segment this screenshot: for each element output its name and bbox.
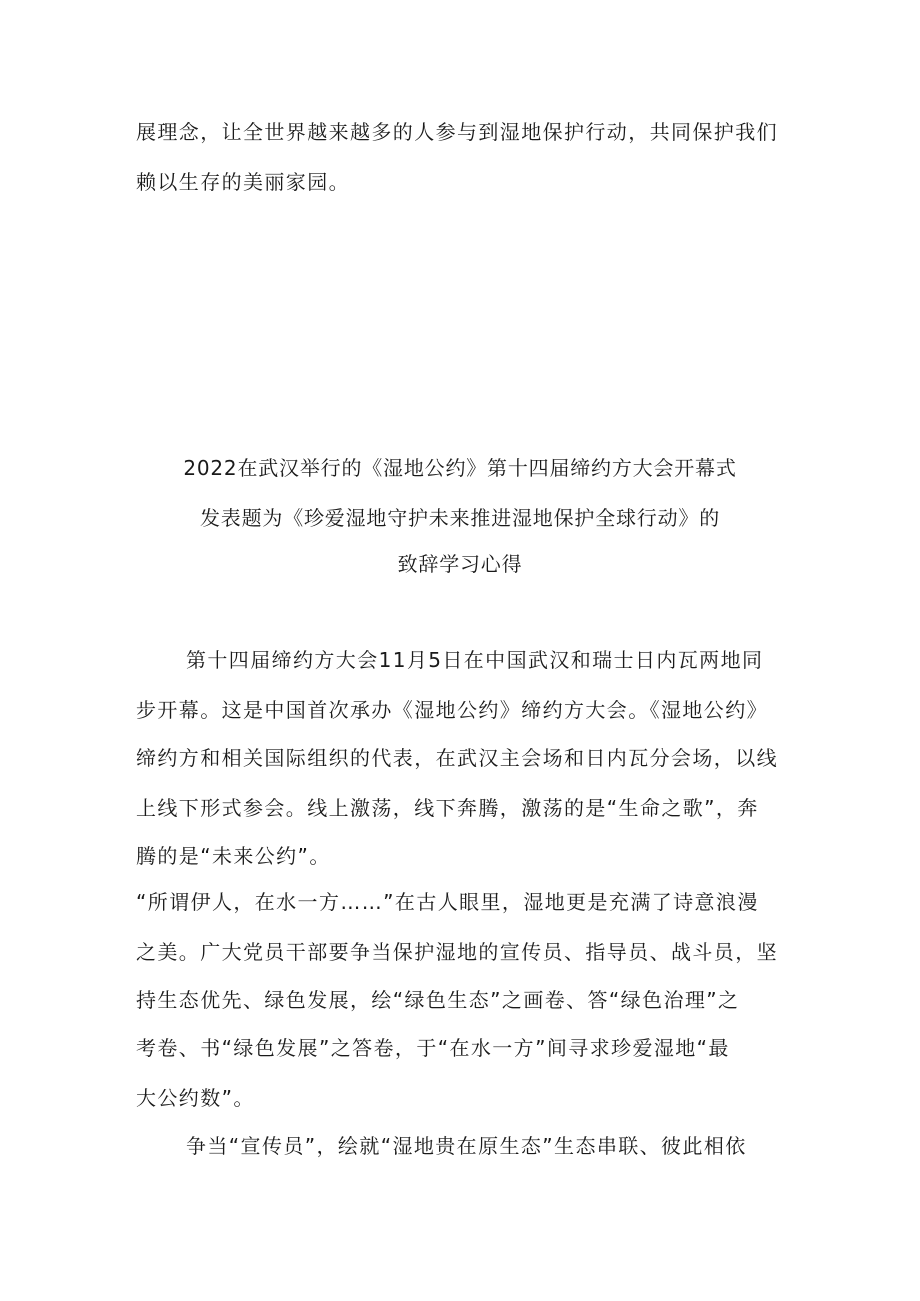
paragraph-1-line-2: 步开幕。这是中国首次承办《湿地公约》缔约方大会。《湿地公约》: [136, 698, 768, 722]
article-title-line-2: 发表题为《珍爱湿地守护未来推进湿地保护全球行动》的: [200, 506, 720, 530]
paragraph-1-line-4: 上线下形式参会。线上激荡，线下奔腾，激荡的是“生命之歌”，奔: [136, 796, 759, 820]
paragraph-3-line-1: 争当“宣传员”，绘就“湿地贵在原生态”生态串联、彼此相依: [186, 1134, 747, 1158]
prev-paragraph-line-1: 展理念，让全世界越来越多的人参与到湿地保护行动，共同保护我们: [136, 120, 778, 144]
prev-paragraph-line-2: 赖以生存的美丽家园。: [136, 170, 350, 194]
paragraph-1-line-5: 腾的是“未来公约”。: [136, 844, 331, 868]
paragraph-2-line-1: “所谓伊人，在水一方……”在古人眼里，湿地更是充满了诗意浪漫: [136, 890, 759, 914]
paragraph-2-line-5: 大公约数”。: [136, 1086, 255, 1110]
paragraph-1-line-1: 第十四届缔约方大会11月5日在中国武汉和瑞士日内瓦两地同: [186, 648, 764, 672]
article-title-line-1: 2022在武汉举行的《湿地公约》第十四届缔约方大会开幕式: [183, 456, 737, 480]
paragraph-1-line-3: 缔约方和相关国际组织的代表，在武汉主会场和日内瓦分会场，以线: [136, 746, 778, 770]
paragraph-2-line-4: 考卷、书“绿色发展”之答卷，于“在水一方”间寻求珍爱湿地“最: [136, 1036, 730, 1060]
article-title-line-3: 致辞学习心得: [397, 552, 523, 576]
paragraph-2-line-3: 持生态优先、绿色发展，绘“绿色生态”之画卷、答“绿色治理”之: [136, 988, 740, 1012]
paragraph-2-line-2: 之美。广大党员干部要争当保护湿地的宣传员、指导员、战斗员，坚: [136, 940, 778, 964]
